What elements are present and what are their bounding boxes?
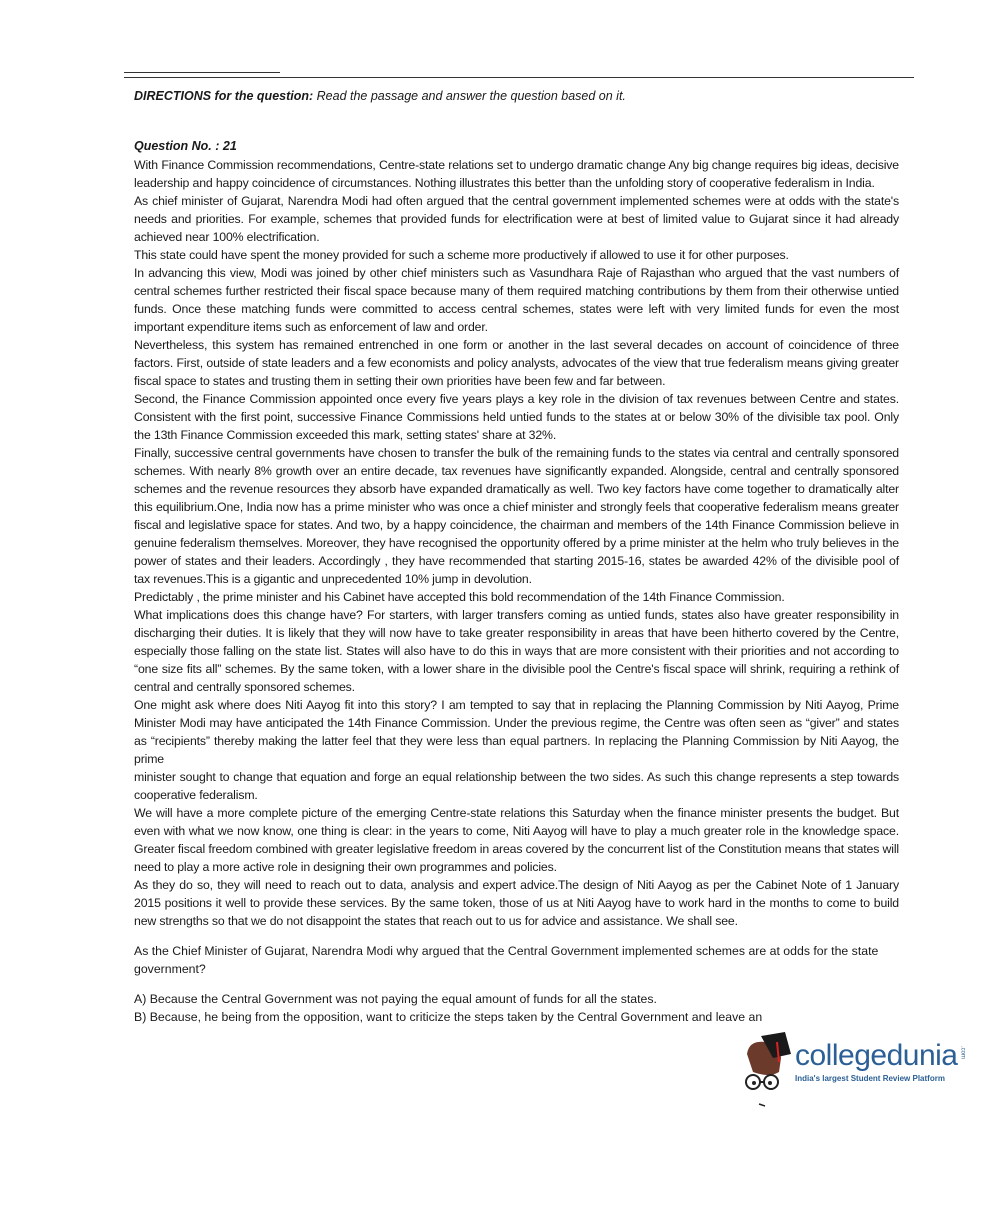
paragraph: Nevertheless, this system has remained entrenched in one form or another in the last several decades on account of coincidence of three factors. First, outside of state leaders and a few economists and policy analysts, advocates of the view that true federalism means giving greater fiscal space to states and trusting them in setting their own priorities have been few and far between. bbox=[134, 338, 899, 388]
question-number: Question No. : 21 bbox=[134, 139, 237, 153]
mascot-icon bbox=[739, 1032, 793, 1112]
paragraph: What implications does this change have? For starters, with larger transfers coming as untied funds, states also have greater responsibility in discharging their duties. It is likely that they will now have to take greater responsibility in areas that have been hitherto covered by the Centre, especially those falling on the state list. States will also have to do this in ways that are more consistent with their priorities and not according to “one size fits all” schemes. By the same token, with a lower share in the divisible pool the Centre's fiscal space will shrink, requiring a rethink of central and centrally sponsored schemes. bbox=[134, 608, 899, 694]
option-a: A) Because the Central Government was not paying the equal amount of funds for all the states. bbox=[134, 992, 657, 1006]
paragraph: As they do so, they will need to reach out to data, analysis and expert advice.The design of Niti Aayog as per the Cabinet Note of 1 January 2015 positions it well to provide these services. By the same token, those of us at Niti Aayog have to work hard in the months to come to build new strengths so that we do not disappoint the states that reach out to us for advice and assistance. We shall see. bbox=[134, 878, 899, 928]
collegedunia-logo bbox=[739, 1032, 979, 1112]
directions-label: DIRECTIONS for the question: bbox=[134, 89, 314, 103]
paragraph: Predictably , the prime minister and his Cabinet have accepted this bold recommendation of the 14th Finance Commission. bbox=[134, 590, 785, 604]
paragraph: This state could have spent the money provided for such a scheme more productively if allowed to use it for other purposes. bbox=[134, 248, 789, 262]
passage bbox=[134, 156, 899, 930]
paragraph: In advancing this view, Modi was joined by other chief ministers such as Vasundhara Raje of Rajasthan who argued that the vast numbers of central schemes further restricted their fiscal space because many of them required matching contributions by them from their otherwise untied funds. Once these matching funds were committed to access central schemes, states were left with very limited funds for even the most important expenditure items such as enforcement of law and order. bbox=[134, 266, 899, 334]
logo-suffix: .com bbox=[959, 1046, 966, 1060]
logo-row bbox=[795, 1032, 965, 1074]
paragraph: We will have a more complete picture of the emerging Centre-state relations this Saturday when the finance minister presents the budget. But even with what we now know, one thing is clear: in the years to come, Niti Aayog will have to play a much greater role in the knowledge space. Greater fiscal freedom combined with greater legislative freedom in areas covered by the concurrent list of the Constitution means that states will need to play a more active role in designing their own programmes and policies. bbox=[134, 806, 899, 874]
paragraph: minister sought to change that equation and forge an equal relationship between the two sides. As such this change represents a step towards cooperative federalism. bbox=[134, 770, 899, 802]
paragraph: As chief minister of Gujarat, Narendra Modi had often argued that the central government implemented schemes were at odds with the state's needs and priorities. For example, schemes that provided funds for electrification were at best of limited value to Gujarat since it had already achieved near 100% electrification. bbox=[134, 194, 899, 244]
option-b: B) Because, he being from the opposition, want to criticize the steps taken by the Central Government and leave an bbox=[134, 1010, 763, 1024]
logo-wordmark: collegedunia bbox=[795, 1039, 958, 1072]
logo-tagline: India's largest Student Review Platform bbox=[795, 1074, 945, 1083]
directions bbox=[134, 88, 899, 104]
question-text: As the Chief Minister of Gujarat, Narendra Modi why argued that the Central Government implemented schemes are at odds for the state government? bbox=[134, 944, 879, 976]
paragraph: Finally, successive central governments have chosen to transfer the bulk of the remaining funds to the states via central and centrally sponsored schemes. With nearly 8% growth over an entire decade, tax revenues have significantly expanded. Alongside, central and centrally sponsored schemes and the revenue resources they absorb have expanded dramatically as well. Two key factors have come together to dramatically alter this equilibrium.One, India now has a prime minister who was once a chief minister and strongly feels that cooperative federalism means greater fiscal and legislative space for states. And two, by a happy coincidence, the chairman and members of the 14th Finance Commission believe in genuine federalism themselves. Moreover, they have recognised the opportunity offered by a prime minister at the helm who truly believes in the power of states and their leaders. Accordingly , they have recommended that starting 2015-16, states be awarded 42% of the divisible pool of tax revenues.This is a gigantic and unprecedented 10% jump in devolution. bbox=[134, 446, 899, 586]
paragraph: Second, the Finance Commission appointed once every five years plays a key role in the division of tax revenues between Centre and states. Consistent with the first point, successive Finance Commissions held untied funds to the states at or below 30% of the divisible tax pool. Only the 13th Finance Commission exceeded this mark, setting states' share at 32%. bbox=[134, 392, 899, 442]
paragraph: With Finance Commission recommendations, Centre-state relations set to undergo dramatic change Any big change requires big ideas, decisive leadership and happy coincidence of circumstances. Nothing illustrates this better than the unfolding story of cooperative federalism in India. bbox=[134, 158, 899, 190]
logo-words bbox=[795, 1032, 965, 1084]
header-rule bbox=[124, 77, 914, 78]
page-content bbox=[134, 88, 966, 1112]
paragraph: One might ask where does Niti Aayog fit into this story? I am tempted to say that in replacing the Planning Commission by Niti Aayog, Prime Minister Modi may have anticipated the 14th Finance Commission. Under the previous regime, the Centre was often seen as “giver” and states as “recipients” thereby making the latter feel that they were less than equal partners. In replacing the Planning Commission by Niti Aayog, the prime bbox=[134, 698, 899, 766]
header-short-rule bbox=[124, 72, 280, 73]
directions-text: Read the passage and answer the question based on it. bbox=[313, 89, 626, 103]
